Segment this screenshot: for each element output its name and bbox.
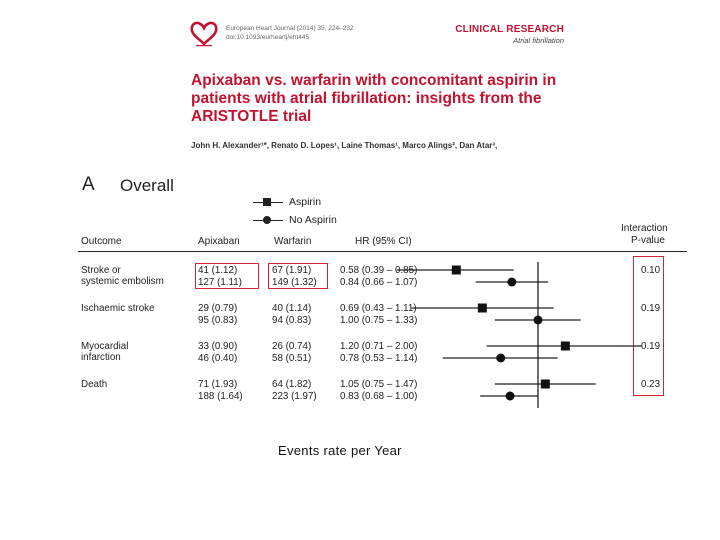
warfarin-aspirin-value: 67 (1.91)	[272, 265, 312, 276]
col-header-pvalue: P-value	[631, 235, 665, 246]
figure-caption: Events rate per Year	[278, 443, 402, 458]
aspirin-marker	[452, 266, 461, 275]
outcome-label: Death	[81, 379, 108, 390]
panel-title: Overall	[120, 176, 174, 195]
apixaban-no-aspirin-value: 95 (0.83)	[198, 315, 238, 326]
no-aspirin-marker	[507, 278, 516, 287]
apixaban-no-aspirin-value: 127 (1.11)	[198, 277, 242, 288]
warfarin-aspirin-value: 64 (1.82)	[272, 379, 312, 390]
journal-citation: European Heart Journal (2014) 35, 224–232	[226, 25, 354, 32]
panel-letter: A	[82, 174, 95, 195]
warfarin-aspirin-value: 40 (1.14)	[272, 303, 312, 314]
hr-no-aspirin-value: 1.00 (0.75 – 1.33)	[340, 315, 418, 326]
col-header-warfarin: Warfarin	[274, 236, 312, 247]
hr-aspirin-value: 0.69 (0.43 – 1.11)	[340, 303, 417, 314]
apixaban-aspirin-value: 41 (1.12)	[198, 265, 238, 276]
interaction-p-value: 0.10	[641, 265, 661, 276]
warfarin-no-aspirin-value: 58 (0.51)	[272, 353, 312, 364]
section-subtitle: Atrial fibrillation	[513, 36, 564, 45]
interaction-p-value: 0.19	[641, 341, 661, 352]
apixaban-no-aspirin-value: 188 (1.64)	[198, 391, 243, 402]
hr-aspirin-value: 1.05 (0.75 – 1.47)	[340, 379, 418, 390]
warfarin-no-aspirin-value: 94 (0.83)	[272, 315, 312, 326]
paper-authors: John H. Alexander¹*, Renato D. Lopes¹, Laine Thomas¹, Marco Alings², Dan Atar³,	[191, 141, 498, 150]
outcome-label: Ischaemic stroke	[81, 303, 155, 314]
section-tag: CLINICAL RESEARCH	[455, 24, 564, 35]
aspirin-marker	[561, 342, 570, 351]
warfarin-aspirin-value: 26 (0.74)	[272, 341, 312, 352]
forest-plot-figure	[78, 170, 687, 412]
aspirin-marker	[478, 304, 487, 313]
apixaban-aspirin-value: 71 (1.93)	[198, 379, 238, 390]
legend-item-aspirin: Aspirin	[253, 197, 373, 209]
hr-no-aspirin-value: 0.83 (0.68 – 1.00)	[340, 391, 418, 402]
legend-item-no-aspirin: No Aspirin	[253, 215, 373, 227]
apixaban-no-aspirin-value: 46 (0.40)	[198, 353, 238, 364]
hr-no-aspirin-value: 0.78 (0.53 – 1.14)	[340, 353, 418, 364]
apixaban-aspirin-value: 33 (0.90)	[198, 341, 238, 352]
paper-title: Apixaban vs. warfarin with concomitant aspirin in patients with atrial fibrillation: insights from the ARISTOTLE trial	[191, 72, 557, 125]
no-aspirin-marker	[534, 316, 543, 325]
journal-logo-icon	[188, 18, 220, 48]
forest-plot	[78, 170, 687, 412]
aspirin-marker	[541, 380, 550, 389]
hr-aspirin-value: 1.20 (0.71 – 2.00)	[340, 341, 418, 352]
outcome-label: Stroke or systemic embolism	[81, 265, 164, 287]
warfarin-no-aspirin-value: 149 (1.32)	[272, 277, 317, 288]
no-aspirin-marker	[506, 392, 515, 401]
col-header-outcome: Outcome	[81, 236, 122, 247]
interaction-p-value: 0.23	[641, 379, 661, 390]
hr-no-aspirin-value: 0.84 (0.66 – 1.07)	[340, 277, 418, 288]
no-aspirin-marker	[496, 354, 505, 363]
interaction-p-value: 0.19	[641, 303, 661, 314]
warfarin-no-aspirin-value: 223 (1.97)	[272, 391, 317, 402]
col-header-apixaban: Apixaban	[198, 236, 240, 247]
hr-aspirin-value: 0.58 (0.39 – 0.85)	[340, 265, 418, 276]
apixaban-aspirin-value: 29 (0.79)	[198, 303, 238, 314]
col-header-hr: HR (95% CI)	[355, 236, 412, 247]
outcome-label: Myocardial infarction	[81, 341, 129, 363]
journal-doi: doi:10.1093/eurheartj/eht445	[226, 34, 310, 41]
col-header-interaction: Interaction	[621, 223, 668, 234]
